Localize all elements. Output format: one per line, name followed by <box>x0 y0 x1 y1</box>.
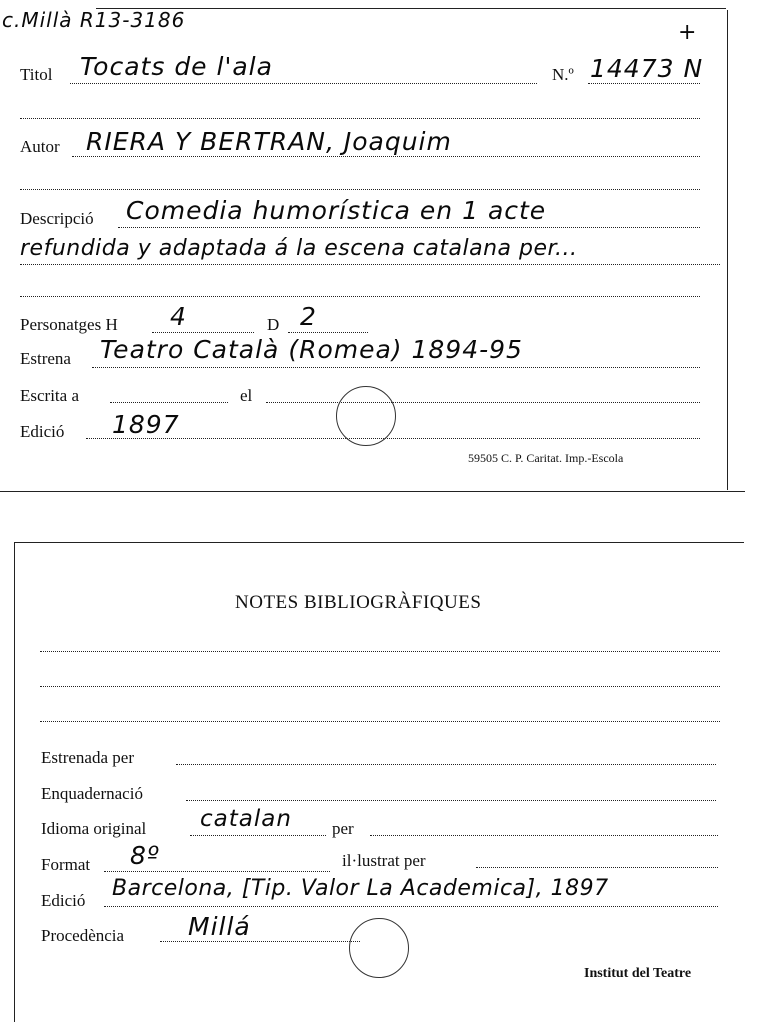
card-bottom-border <box>0 491 745 492</box>
descripcio-line-1 <box>118 227 700 228</box>
institution-stamp: Institut del Teatre <box>584 966 692 981</box>
personatges-h-value: 4 <box>170 302 187 331</box>
punch-hole <box>349 918 409 978</box>
edicio-value: Barcelona, [Tip. Valor La Academica], 1897 <box>112 876 609 901</box>
descripcio-line-2 <box>20 264 720 265</box>
descripcio-label: Descripció <box>20 209 94 228</box>
format-line <box>104 871 330 872</box>
catalog-card-back <box>0 538 759 1028</box>
personatges-d-value: 2 <box>300 302 317 331</box>
edicio-value: 1897 <box>112 410 180 439</box>
separator-line <box>20 189 700 190</box>
top-note: c.Millà R13-3186 <box>2 8 186 32</box>
personatges-d-label: D <box>267 315 280 334</box>
edicio-label: Edició <box>41 891 86 910</box>
estrena-label: Estrena <box>20 349 71 368</box>
enquadernacio-line <box>186 800 716 801</box>
escrita-line <box>110 402 228 403</box>
idioma-per-line <box>370 835 718 836</box>
card-top-border <box>96 8 726 9</box>
titol-value: Tocats de l'ala <box>80 52 273 81</box>
num-line <box>588 83 700 84</box>
notes-line <box>40 651 720 652</box>
el-label: el <box>240 386 253 405</box>
punch-hole <box>336 386 396 446</box>
notes-heading: NOTES BIBLIOGRÀFIQUES <box>235 592 482 613</box>
descripcio-value-2: refundida y adaptada á la escena catalana per... <box>20 236 578 261</box>
num-label: N.º <box>552 65 574 84</box>
idioma-label: Idioma original <box>41 819 147 838</box>
card-right-border <box>727 10 728 490</box>
el-line <box>266 402 700 403</box>
estrenada-label: Estrenada per <box>41 748 134 767</box>
card-top-border <box>14 542 744 543</box>
notes-line <box>40 686 720 687</box>
procedencia-value: Millá <box>188 912 251 941</box>
estrena-line <box>92 367 700 368</box>
num-value: 14473 N <box>590 54 704 83</box>
titol-label: Titol <box>20 65 53 84</box>
catalog-card-front <box>0 0 759 495</box>
format-label: Format <box>41 855 91 874</box>
procedencia-line <box>160 941 360 942</box>
autor-value: RIERA Y BERTRAN, Joaquim <box>86 127 452 156</box>
autor-label: Autor <box>20 137 60 156</box>
estrena-value: Teatro Català (Romea) 1894-95 <box>100 335 523 364</box>
descripcio-value-1: Comedia humorística en 1 acte <box>126 196 547 225</box>
enquadernacio-label: Enquadernació <box>41 784 143 803</box>
il-lustrat-line <box>476 867 718 868</box>
edicio-label: Edició <box>20 422 65 441</box>
titol-line <box>70 83 537 84</box>
autor-line <box>72 156 700 157</box>
notes-line <box>40 721 720 722</box>
personatges-h-line <box>152 332 254 333</box>
personatges-d-line <box>288 332 368 333</box>
personatges-label: Personatges H <box>20 315 118 334</box>
idioma-value: catalan <box>200 806 292 832</box>
separator-line <box>20 296 700 297</box>
plus-mark: + <box>678 20 698 45</box>
estrenada-line <box>176 764 716 765</box>
idioma-per-label: per <box>332 819 354 838</box>
escrita-label: Escrita a <box>20 386 79 405</box>
edicio-line <box>104 906 718 907</box>
separator-line <box>20 118 700 119</box>
card-left-border <box>14 542 15 1022</box>
format-value: 8º <box>130 841 160 870</box>
idioma-line <box>190 835 326 836</box>
printer-imprint: 59505 C. P. Caritat. Imp.-Escola <box>468 451 624 465</box>
procedencia-label: Procedència <box>41 926 125 945</box>
il-lustrat-label: il·lustrat per <box>342 851 426 870</box>
